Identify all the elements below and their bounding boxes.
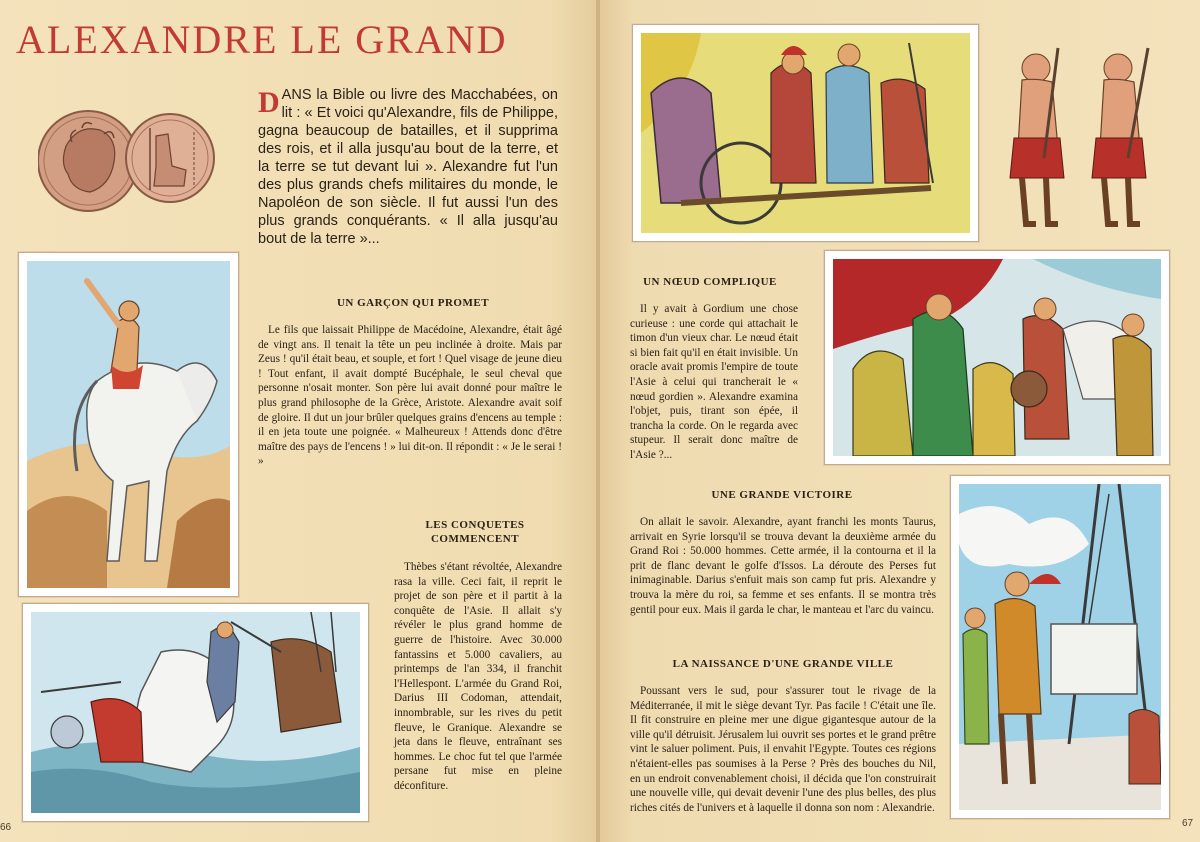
text-conquetes: Thèbes s'étant révoltée, Alexandre rasa la ville. Ceci fait, il reprit le projet de son père et il partit à la conquête de l'Asie. Il allait s'y révéler le plus grand homme de guerre de l'histoire. Avec 30.000 fantassins et 5.000 cavaliers, au printemps de l'an 334, il franchit l'Hellespont. L'armée du Grand Roi, Darius III Codoman, attendait, innombrable, sur les rives du petit fleuve, le Granique. Alexandre se jeta dans le fleuve, entraînant ses hommes. Le choc fut tel que l'armée persane fut mise en pleine déconfiture. [394, 561, 562, 792]
page-title: ALEXANDRE LE GRAND [16, 17, 508, 62]
priest-right [1092, 48, 1148, 224]
illustration-gordian-knot [632, 24, 979, 242]
illustration-bucephalus [18, 252, 239, 597]
heading-garcon: UN GARÇON QUI PROMET [336, 297, 490, 309]
granicus-scene [31, 612, 360, 813]
text-noeud: Il y avait à Gordium une chose curieuse : une corde qui attachait le timon d'un vieux char. Le nœud était si bien fait qu'il en était invisible. Un oracle avait promis l'empire de toute l'Asie à celui qui trancherait le « nœud gordien ». Alexandre examina l'objet, puis, tirant son épée, il trancha la corde. On le regarda avec stupeur. Il serait donc maître de l'Asie ?... [630, 303, 798, 461]
intro-paragraph [258, 86, 558, 248]
illustration-granicus-battle [22, 603, 369, 822]
heading-victoire: UNE GRANDE VICTOIRE [711, 489, 853, 501]
gordian-scene [641, 33, 970, 233]
bucephalus-scene [27, 261, 230, 588]
alexandria-scene [959, 484, 1161, 810]
drop-cap: D [258, 86, 280, 119]
text-naissance: Poussant vers le sud, pour s'assurer tout le rivage de la Méditerranée, il mit le siège devant Tyr. Pas facile ! C'était une île. Il fit construire en pleine mer une digue gigantesque autour de la ville qu'il détruisit. Jérusalem lui ouvrit ses portes et le grand prêtre vint le saluer poliment. Puis, il envahit l'Egypte. Toutes ces régions n'étaient-elles pas soumises à la Perse ? Près des bouches du Nil, en un endroit convenablement choisi, il décida que l'on construirait une nouvelle ville, qui devait devenir l'une des plus belles, des plus riches cités de l'univers et à laquelle il donna son nom : Alexandrie. [630, 685, 936, 814]
heading-conquetes: LES CONQUETES COMMENCENT [425, 519, 525, 545]
priest-left [1010, 48, 1064, 224]
intro-text: ANS la Bible ou livre des Macchabées, on lit : « Et voici qu'Alexandre, fils de Philippe, gagna beaucoup de batailles, et il supprima des rois, et il alla jusqu'au bout de la terre, et la terre se tut devant lui ». Alexandre fut l'un des plus grands chefs militaires du monde, le Napoléon de son siècle. Il fut aussi l'un des plus grands conquérants. « Il alla jusqu'au bout de la terre »... [258, 87, 558, 247]
darius-family-scene [833, 259, 1161, 456]
heading-naissance: LA NAISSANCE D'UNE GRANDE VILLE [672, 658, 894, 670]
coin-head [38, 111, 138, 211]
illustration-alexandria-construction [950, 475, 1170, 819]
book-gutter [596, 0, 600, 842]
illustration-darius-family [824, 250, 1170, 465]
ancient-coins-illustration [38, 106, 218, 216]
text-garcon: Le fils que laissait Philippe de Macédoine, Alexandre, était âgé de vingt ans. Il tenait la tête un peu inclinée à droite. Mais par Zeus ! qu'il était beau, et souple, et fort ! Quel visage de jeune dieu ! Tout enfant, il avait dompté Bucéphale, le seul cheval que personne n'osait monter. Son père lui avait donné pour maître le plus grand philosophe de la Grèce, Aristote. Alexandre avait soif de gloire. Il dut un jour brûler quelques grains d'encens au temple : il en jeta toute une poignée. « Malheureux ! Attends donc d'être maître des pays de l'encens ! » lui dit-on. Il répondit : « Je le serai ! » [258, 324, 562, 468]
page-number-right: 67 [1182, 818, 1194, 829]
heading-noeud: UN NŒUD COMPLIQUE [643, 276, 777, 288]
illustration-priests [988, 38, 1172, 228]
coin-zeus [126, 114, 214, 202]
page-number-left: 66 [0, 822, 12, 833]
text-victoire: On allait le savoir. Alexandre, ayant franchi les monts Taurus, arrivait en Syrie lorsqu'il se trouva devant la deuxième armée du Grand Roi : 50.000 hommes. Cette armée, il la contourna et il la prit de flanc devant le golfe d'Issos. La déroute des Perses fut inimaginable. Darius s'enfuit mais son camp fut pris. Alexandre y trouva la mère du roi, sa femme et ses enfants. Il se montra très gentil pour eux. Mais il garda le char, le manteau et l'arc du vaincu. [630, 516, 936, 616]
